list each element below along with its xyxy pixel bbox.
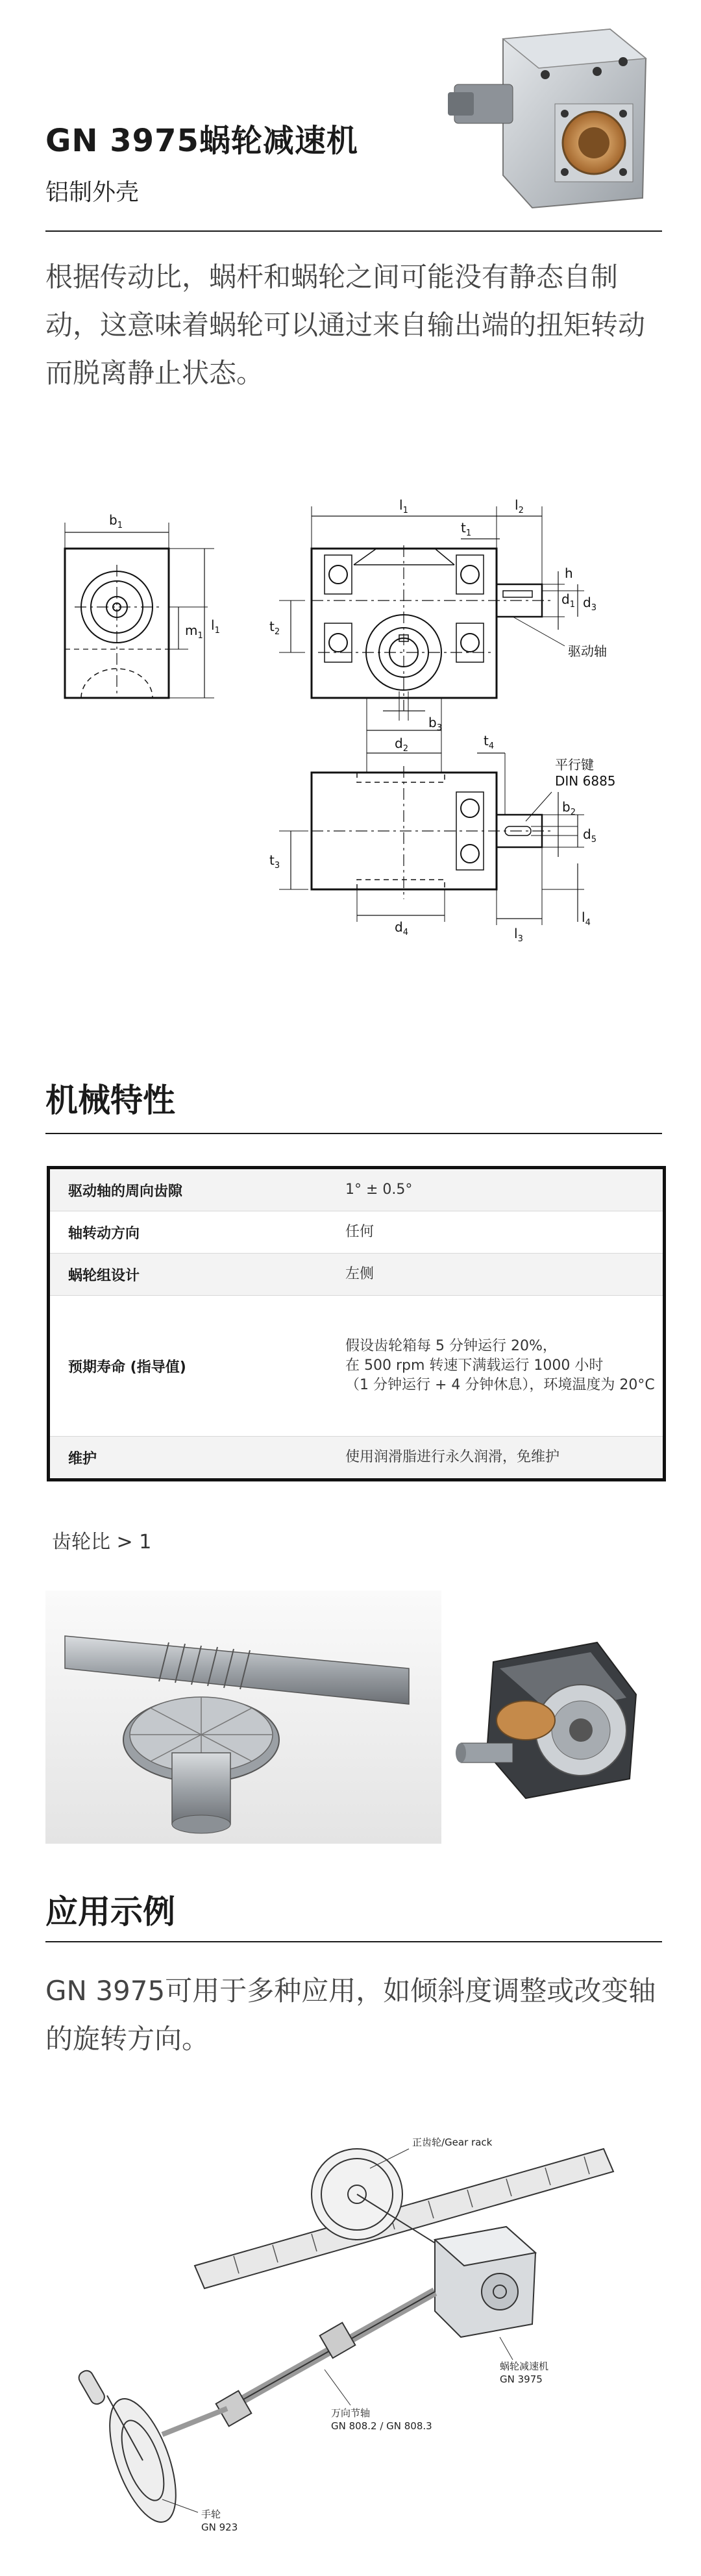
- technical-drawing: [45, 467, 662, 1039]
- application-text: GN 3975可用于多种应用，如倾斜度调整或改变轴的旋转方向。: [45, 1975, 656, 2055]
- gear-ratio-caption: 齿轮比 > 1: [52, 1531, 152, 1554]
- dim-b1: $b_1$: [109, 512, 123, 530]
- parallel-key-standard: DIN 6885: [555, 773, 616, 789]
- intro-text: 根据传动比，蜗杆和蜗轮之间可能没有静态自制动，这意味着蜗轮可以通过来自输出端的扭矩转动而脱离静止状态。: [45, 261, 646, 389]
- dim-t1: $t_1$: [461, 520, 472, 538]
- dim-t4: $t_4$: [484, 733, 495, 751]
- handwheel-label: 手轮: [201, 2508, 221, 2520]
- row-label: 预期寿命 (指导值): [68, 1359, 186, 1376]
- top-view: [279, 740, 584, 925]
- header-divider: [45, 230, 662, 232]
- row-value: 1° ± 0.5°: [345, 1182, 413, 1198]
- mech-divider: [45, 1133, 662, 1134]
- row-label: 驱动轴的周向齿隙: [68, 1183, 183, 1200]
- handwheel-code: GN 923: [201, 2521, 238, 2533]
- row-label: 维护: [68, 1450, 97, 1467]
- row-value: 假设齿轮箱每 5 分钟运行 20%， 在 500 rpm 转速下满载运行 1000 小时 （1 分钟运行 + 4 分钟休息），环境温度为 20°C: [345, 1338, 655, 1393]
- dim-l1-top: $l_1$: [399, 497, 408, 515]
- row-value: 左侧: [345, 1266, 375, 1282]
- joint-label: 万向节轴: [331, 2407, 371, 2419]
- drive-shaft-label: 驱动轴: [568, 643, 607, 659]
- dim-b3: $b_3$: [428, 715, 442, 733]
- dim-l2: $l_2$: [515, 497, 524, 515]
- application-divider: [45, 1941, 662, 1942]
- dim-m1: $m_1$: [185, 623, 203, 641]
- dim-l3: $l_3$: [514, 926, 523, 944]
- dim-d3: $d_3$: [583, 595, 596, 613]
- gear-rack-label: 正齿轮/Gear rack: [412, 2136, 493, 2148]
- row-value: 任何: [345, 1224, 375, 1240]
- dim-b2: $b_2$: [562, 799, 576, 817]
- mech-heading: 机械特性: [45, 1082, 175, 1119]
- page-subtitle: 铝制外壳: [45, 179, 140, 206]
- worm-gear-image: [45, 1591, 441, 1844]
- mech-table: [47, 1166, 666, 1481]
- dim-d2: $d_2$: [395, 736, 408, 754]
- side-view: [65, 523, 214, 698]
- dim-t2: $t_2$: [269, 619, 280, 637]
- dim-h: h: [565, 565, 573, 581]
- row-value: 使用润滑脂进行永久润滑，免维护: [345, 1449, 560, 1465]
- table-row: [50, 1437, 663, 1478]
- dim-d1: $d_1$: [561, 591, 575, 610]
- row-label: 轴转动方向: [68, 1225, 140, 1242]
- parallel-key-label: 平行键: [555, 757, 594, 773]
- product-image: [448, 13, 662, 221]
- dim-d5: $d_5$: [583, 826, 596, 845]
- reducer-code: GN 3975: [500, 2373, 543, 2385]
- application-diagram: [45, 2097, 662, 2571]
- table-row: [50, 1169, 663, 1211]
- dim-d4: $d_4$: [395, 919, 408, 937]
- application-heading: 应用示例: [45, 1893, 175, 1931]
- table-row: [50, 1296, 663, 1437]
- reducer-label: 蜗轮减速机: [500, 2360, 549, 2372]
- joint-code: GN 808.2 / GN 808.3: [331, 2420, 432, 2432]
- cutaway-image: [454, 1623, 649, 1811]
- table-row: [50, 1211, 663, 1254]
- dim-l1-side: $l_1$: [211, 617, 220, 636]
- table-row: [50, 1254, 663, 1296]
- dim-t3: $t_3$: [269, 852, 280, 871]
- page-title: GN 3975蜗轮减速机: [45, 123, 358, 159]
- front-view: [279, 506, 584, 740]
- dim-l4: $l_4$: [582, 910, 591, 928]
- row-label: 蜗轮组设计: [68, 1267, 140, 1284]
